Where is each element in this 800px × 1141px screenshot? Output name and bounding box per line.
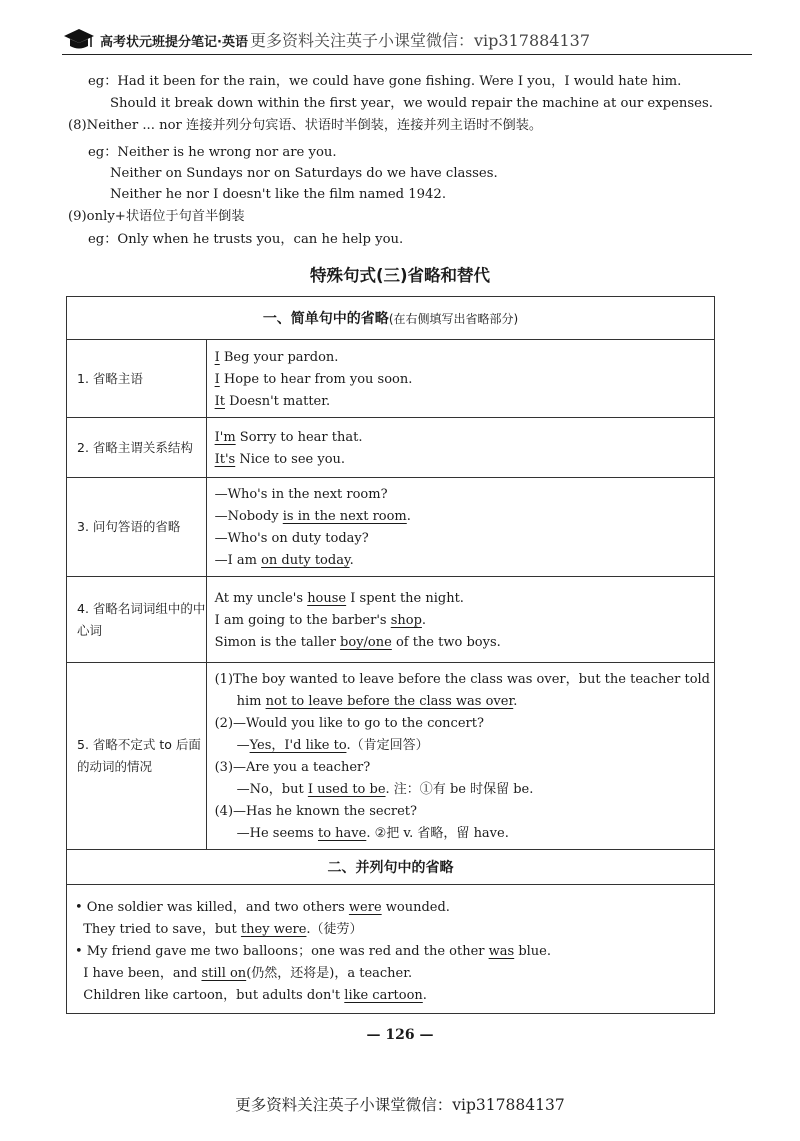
example-line: Should it break down within the first year，we would repair the machine at our expenses.: [110, 96, 713, 111]
example-line: They tried to save，but they were.（徒劳）: [75, 922, 363, 937]
example-line: • One soldier was killed，and two others were wounded.: [75, 900, 450, 915]
filled-answer: shop: [390, 612, 422, 628]
page-number: — 126 —: [366, 1027, 434, 1043]
example-line: —Who's in the next room?: [214, 487, 388, 502]
filled-answer: I'm: [214, 429, 236, 445]
filled-answer: boy/one: [340, 634, 392, 650]
example-line: Neither he nor I doesn't like the film named 1942.: [110, 187, 447, 202]
example-line: (1)The boy wanted to leave before the class was over，but the teacher told: [214, 672, 710, 687]
example-line: • My friend gave me two balloons；one was red and the other was blue.: [75, 944, 551, 959]
filled-answer: I: [214, 349, 220, 365]
example-line: I Beg your pardon.: [214, 349, 339, 365]
example-line: eg：Neither is he wrong nor are you.: [88, 145, 337, 160]
row-examples: [206, 577, 714, 663]
filled-answer: still on: [201, 966, 247, 981]
example-line: I have been，and still on(仍然，还将是)，a teacher.: [75, 966, 413, 981]
rule-heading: (9)only+状语位于句首半倒装: [68, 209, 245, 224]
row-examples: [206, 478, 714, 577]
book-title: 高考状元班提分笔记·英语: [100, 35, 248, 50]
filled-answer: to have: [317, 826, 367, 841]
part2-header: [67, 850, 715, 885]
row-label: 5. 省略不定式 to 后面的动词的情况: [67, 663, 207, 850]
graduation-cap-logo: [62, 26, 96, 52]
filled-answer: were: [348, 900, 382, 915]
row-examples: [206, 340, 714, 418]
filled-answer: It's: [214, 451, 236, 467]
part2-examples: [67, 885, 715, 1014]
filled-answer: they were: [240, 922, 307, 937]
example-line: (3)—Are you a teacher?: [214, 760, 371, 775]
row-examples: [206, 663, 714, 850]
footer-watermark: 更多资料关注英子小课堂微信：vip317884137: [235, 1096, 565, 1114]
filled-answer: Yes，I'd like to: [249, 738, 347, 753]
filled-answer: on duty today: [261, 553, 350, 568]
example-line: —Who's on duty today?: [214, 531, 369, 546]
example-line: —Nobody is in the next room.: [214, 509, 411, 524]
filled-answer: I used to be: [307, 782, 386, 797]
example-line: At my uncle's house I spent the night.: [214, 590, 464, 606]
example-line: —I am on duty today.: [214, 553, 354, 568]
example-line: eg：Only when he trusts you，can he help you.: [88, 232, 404, 247]
filled-answer: was: [488, 944, 515, 959]
example-line: I am going to the barber's shop.: [214, 612, 427, 628]
example-line: It's Nice to see you.: [214, 451, 346, 467]
part1-title: 一、简单句中的省略: [262, 311, 389, 327]
filled-answer: house: [307, 590, 347, 606]
example-line: —Yes，I'd like to.（肯定回答）: [236, 738, 429, 753]
filled-answer: It: [214, 393, 225, 409]
row-label: 1. 省略主语: [67, 340, 207, 418]
example-line: Children like cartoon，but adults don't like cartoon.: [75, 988, 427, 1003]
header-rule: [62, 54, 752, 55]
row-label: 2. 省略主谓关系结构: [67, 418, 207, 478]
example-line: I Hope to hear from you soon.: [214, 371, 413, 387]
part2-title: 二、并列句中的省略: [327, 860, 454, 876]
header-watermark: 更多资料关注英子小课堂微信：vip317884137: [250, 31, 591, 50]
section-title: 特殊句式(三)省略和替代: [309, 266, 491, 285]
filled-answer: like cartoon: [344, 988, 423, 1003]
example-line: It Doesn't matter.: [214, 393, 331, 409]
example-line: I'm Sorry to hear that.: [214, 429, 363, 445]
row-label: 4. 省略名词词组中的中心词: [67, 577, 207, 663]
part1-note: (在右侧填写出省略部分): [388, 312, 519, 326]
row-label: 3. 问句答语的省略: [67, 478, 207, 577]
example-line: him not to leave before the class was over.: [236, 694, 518, 709]
example-line: (4)—Has he known the secret?: [214, 804, 417, 819]
example-line: —No，but I used to be. 注：①有 be 时保留 be.: [236, 782, 534, 797]
example-line: —He seems to have. ②把 v. 省略，留 have.: [236, 826, 509, 841]
part1-header: [67, 297, 715, 340]
rule-heading: (8)Neither ... nor 连接并列分句宾语、状语时半倒装，连接并列主语时不倒装。: [68, 118, 543, 133]
example-line: eg：Had it been for the rain，we could have gone fishing. Were I you，I would hate him.: [88, 74, 682, 89]
row-examples: [206, 418, 714, 478]
example-line: Simon is the taller boy/one of the two boys.: [214, 634, 501, 650]
filled-answer: I: [214, 371, 220, 387]
example-line: Neither on Sundays nor on Saturdays do we have classes.: [110, 166, 498, 181]
example-line: (2)—Would you like to go to the concert?: [214, 716, 484, 731]
filled-answer: not to leave before the class was over: [265, 694, 514, 709]
filled-answer: is in the next room: [282, 509, 407, 524]
ellipsis-table: [66, 296, 715, 1014]
